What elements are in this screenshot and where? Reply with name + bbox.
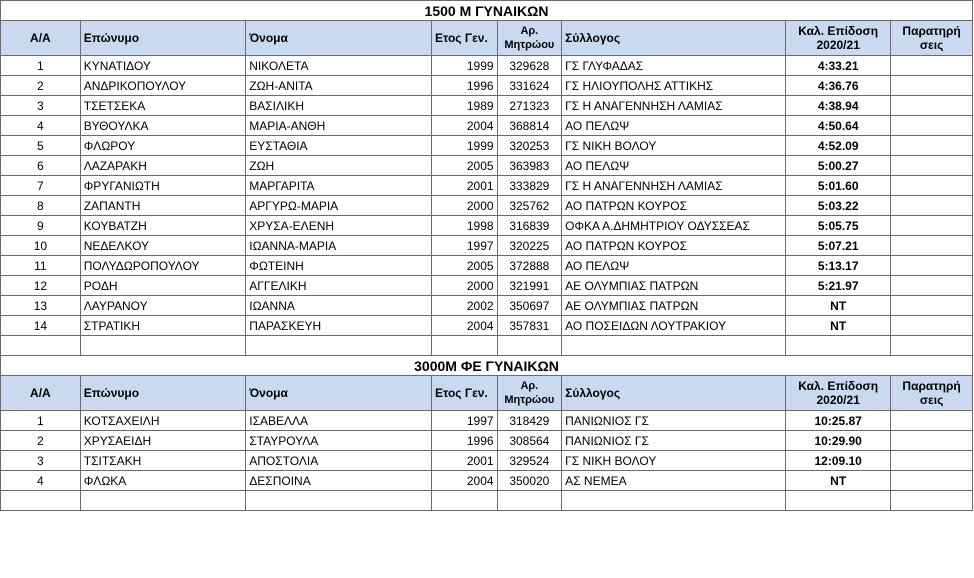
cell-aa: 3: [1, 96, 81, 116]
cell-registry: 372888: [497, 256, 562, 276]
cell-club: ΓΣ Η ΑΝΑΓΕΝΝΗΣΗ ΛΑΜΙΑΣ: [562, 96, 786, 116]
cell-aa: 2: [1, 431, 81, 451]
table-row: [1, 411, 973, 431]
table-row: [1, 236, 973, 256]
cell-registry: 350020: [497, 471, 562, 491]
cell-surname: ΒΥΘΟΥΛΚΑ: [80, 116, 246, 136]
cell-registry: 318429: [497, 411, 562, 431]
header-notes: [891, 376, 973, 411]
cell-birth-year: 1999: [431, 56, 497, 76]
table-row: [1, 196, 973, 216]
cell-birth-year: 2004: [431, 316, 497, 336]
cell-name: ΒΑΣΙΛΙΚΗ: [246, 96, 432, 116]
header-registry: [497, 376, 562, 411]
header-best: [786, 376, 891, 411]
table-row: [1, 296, 973, 316]
cell-best: NT: [786, 296, 891, 316]
cell-birth-year: 1996: [431, 76, 497, 96]
header-name: Όνομα: [246, 376, 432, 411]
cell-name: ΣΤΑΥΡΟΥΛΑ: [246, 431, 432, 451]
cell-name: ΧΡΥΣΑ-ΕΛΕΝΗ: [246, 216, 432, 236]
header-registry-line2: Μητρώου: [504, 394, 555, 406]
cell-birth-year: 1996: [431, 431, 497, 451]
header-name: Όνομα: [246, 21, 432, 56]
header-aa: Α/Α: [1, 21, 81, 56]
cell-surname: ΡΟΔΗ: [80, 276, 246, 296]
header-best-line2: 2020/21: [816, 393, 860, 407]
cell-club: ΓΣ Η ΑΝΑΓΕΝΝΗΣΗ ΛΑΜΙΑΣ: [562, 176, 786, 196]
cell-name: ΑΠΟΣΤΟΛΙΑ: [246, 451, 432, 471]
blank-cell: [431, 336, 497, 356]
cell-surname: ΤΣΙΤΣΑΚΗ: [80, 451, 246, 471]
cell-surname: ΝΕΔΕΛΚΟΥ: [80, 236, 246, 256]
cell-notes: [891, 296, 973, 316]
cell-registry: 331624: [497, 76, 562, 96]
cell-registry: 363983: [497, 156, 562, 176]
header-notes-line2: σεις: [919, 393, 944, 407]
cell-surname: ΚΟΥΒΑΤΖΗ: [80, 216, 246, 236]
cell-notes: [891, 276, 973, 296]
cell-notes: [891, 256, 973, 276]
header-surname: Επώνυμο: [80, 21, 246, 56]
cell-name: ΑΡΓΥΡΩ-ΜΑΡΙΑ: [246, 196, 432, 216]
cell-name: ΙΣΑΒΕΛΛΑ: [246, 411, 432, 431]
blank-cell: [1, 491, 81, 511]
cell-notes: [891, 216, 973, 236]
cell-registry: 368814: [497, 116, 562, 136]
cell-best: 4:38.94: [786, 96, 891, 116]
blank-cell: [246, 336, 432, 356]
cell-registry: 320253: [497, 136, 562, 156]
cell-club: ΑΟ ΠΕΛΩΨ: [562, 256, 786, 276]
cell-birth-year: 1997: [431, 236, 497, 256]
cell-surname: ΤΣΕΤΣΕΚΑ: [80, 96, 246, 116]
cell-aa: 12: [1, 276, 81, 296]
cell-surname: ΖΑΠΑΝΤΗ: [80, 196, 246, 216]
header-aa: Α/Α: [1, 376, 81, 411]
section-title-row: [1, 1, 973, 21]
table-row: [1, 176, 973, 196]
cell-club: ΠΑΝΙΩΝΙΟΣ ΓΣ: [562, 411, 786, 431]
cell-aa: 14: [1, 316, 81, 336]
cell-birth-year: 1999: [431, 136, 497, 156]
table-row: [1, 116, 973, 136]
header-birth-year: Ετος Γεν.: [431, 376, 497, 411]
cell-aa: 13: [1, 296, 81, 316]
cell-club: ΓΣ ΝΙΚΗ ΒΟΛΟΥ: [562, 451, 786, 471]
blank-cell: [562, 491, 786, 511]
table-row: [1, 96, 973, 116]
cell-surname: ΑΝΔΡΙΚΟΠΟΥΛΟΥ: [80, 76, 246, 96]
header-surname: Επώνυμο: [80, 376, 246, 411]
cell-name: ΜΑΡΙΑ-ΑΝΘΗ: [246, 116, 432, 136]
cell-surname: ΚΥΝΑΤΙΔΟΥ: [80, 56, 246, 76]
cell-notes: [891, 156, 973, 176]
table-row: [1, 156, 973, 176]
cell-registry: 357831: [497, 316, 562, 336]
cell-best: NT: [786, 316, 891, 336]
header-notes-line2: σεις: [919, 38, 944, 52]
cell-surname: ΛΑΖΑΡΑΚΗ: [80, 156, 246, 176]
cell-birth-year: 2004: [431, 471, 497, 491]
cell-birth-year: 2000: [431, 196, 497, 216]
cell-surname: ΦΛΩΚΑ: [80, 471, 246, 491]
cell-best: 5:21.97: [786, 276, 891, 296]
cell-registry: 329524: [497, 451, 562, 471]
cell-aa: 2: [1, 76, 81, 96]
table-row: [1, 431, 973, 451]
cell-notes: [891, 316, 973, 336]
cell-surname: ΦΡΥΓΑΝΙΩΤΗ: [80, 176, 246, 196]
cell-club: ΑΟ ΠΟΣΕΙΔΩΝ ΛΟΥΤΡΑΚΙΟΥ: [562, 316, 786, 336]
table-row: [1, 76, 973, 96]
cell-registry: 325762: [497, 196, 562, 216]
blank-row: [1, 491, 973, 511]
blank-cell: [786, 491, 891, 511]
cell-aa: 4: [1, 471, 81, 491]
header-notes-line1: Παρατηρή: [902, 24, 961, 38]
cell-name: ΑΓΓΕΛΙΚΗ: [246, 276, 432, 296]
cell-club: ΠΑΝΙΩΝΙΟΣ ΓΣ: [562, 431, 786, 451]
cell-best: 5:01.60: [786, 176, 891, 196]
cell-registry: 333829: [497, 176, 562, 196]
results-table-body: [1, 1, 973, 511]
cell-best: 4:50.64: [786, 116, 891, 136]
blank-row: [1, 336, 973, 356]
blank-cell: [80, 336, 246, 356]
cell-notes: [891, 236, 973, 256]
table-row: [1, 276, 973, 296]
cell-notes: [891, 471, 973, 491]
cell-surname: ΠΟΛΥΔΩΡΟΠΟΥΛΟΥ: [80, 256, 246, 276]
cell-best: 10:29.90: [786, 431, 891, 451]
cell-club: ΑΕ ΟΛΥΜΠΙΑΣ ΠΑΤΡΩΝ: [562, 296, 786, 316]
cell-aa: 1: [1, 56, 81, 76]
header-registry-line1: Αρ.: [520, 380, 539, 392]
blank-cell: [431, 491, 497, 511]
cell-aa: 1: [1, 411, 81, 431]
blank-cell: [786, 336, 891, 356]
cell-birth-year: 2004: [431, 116, 497, 136]
cell-surname: ΚΟΤΣΑΧΕΙΛΗ: [80, 411, 246, 431]
cell-best: 5:07.21: [786, 236, 891, 256]
cell-name: ΖΩΗ: [246, 156, 432, 176]
cell-best: 5:03.22: [786, 196, 891, 216]
cell-notes: [891, 431, 973, 451]
cell-name: ΖΩΗ-ΑΝΙΤΑ: [246, 76, 432, 96]
cell-surname: ΛΑΥΡΑΝΟΥ: [80, 296, 246, 316]
cell-birth-year: 2005: [431, 156, 497, 176]
cell-aa: 9: [1, 216, 81, 236]
cell-notes: [891, 96, 973, 116]
cell-best: 10:25.87: [786, 411, 891, 431]
header-notes: [891, 21, 973, 56]
section-title-row: [1, 356, 973, 376]
cell-name: ΙΩΑΝΝΑ-ΜΑΡΙΑ: [246, 236, 432, 256]
cell-notes: [891, 136, 973, 156]
cell-aa: 8: [1, 196, 81, 216]
cell-club: ΟΦΚΑ Α.ΔΗΜΗΤΡΙΟΥ ΟΔΥΣΣΕΑΣ: [562, 216, 786, 236]
blank-cell: [1, 336, 81, 356]
section-title: 3000Μ ΦΕ ΓΥΝΑΙΚΩΝ: [1, 356, 973, 376]
cell-name: ΜΑΡΓΑΡΙΤΑ: [246, 176, 432, 196]
cell-club: ΓΣ ΗΛΙΟΥΠΟΛΗΣ ΑΤΤΙΚΗΣ: [562, 76, 786, 96]
cell-surname: ΧΡΥΣΑΕΙΔΗ: [80, 431, 246, 451]
cell-notes: [891, 76, 973, 96]
header-registry-line1: Αρ.: [520, 25, 539, 37]
cell-aa: 7: [1, 176, 81, 196]
blank-cell: [497, 491, 562, 511]
cell-registry: 271323: [497, 96, 562, 116]
cell-notes: [891, 411, 973, 431]
cell-best: 4:52.09: [786, 136, 891, 156]
table-row: [1, 256, 973, 276]
cell-birth-year: 1989: [431, 96, 497, 116]
cell-registry: 329628: [497, 56, 562, 76]
cell-name: ΠΑΡΑΣΚΕΥΗ: [246, 316, 432, 336]
cell-registry: 321991: [497, 276, 562, 296]
cell-name: ΕΥΣΤΑΘΙΑ: [246, 136, 432, 156]
cell-club: ΓΣ ΓΛΥΦΑΔΑΣ: [562, 56, 786, 76]
blank-cell: [246, 491, 432, 511]
cell-notes: [891, 56, 973, 76]
cell-club: ΑΟ ΠΕΛΩΨ: [562, 116, 786, 136]
cell-club: ΑΕ ΟΛΥΜΠΙΑΣ ΠΑΤΡΩΝ: [562, 276, 786, 296]
cell-surname: ΦΛΩΡΟΥ: [80, 136, 246, 156]
table-row: [1, 316, 973, 336]
header-notes-line1: Παρατηρή: [902, 379, 961, 393]
cell-aa: 11: [1, 256, 81, 276]
header-best: [786, 21, 891, 56]
cell-club: ΓΣ ΝΙΚΗ ΒΟΛΟΥ: [562, 136, 786, 156]
cell-birth-year: 2005: [431, 256, 497, 276]
cell-notes: [891, 451, 973, 471]
cell-registry: 308564: [497, 431, 562, 451]
header-club: Σύλλογος: [562, 21, 786, 56]
cell-best: NT: [786, 471, 891, 491]
cell-aa: 4: [1, 116, 81, 136]
cell-birth-year: 2000: [431, 276, 497, 296]
header-best-line1: Καλ. Επίδοση: [798, 379, 879, 393]
cell-club: ΑΣ ΝΕΜΕΑ: [562, 471, 786, 491]
cell-best: 4:36.76: [786, 76, 891, 96]
cell-best: 5:00.27: [786, 156, 891, 176]
table-row: [1, 56, 973, 76]
cell-aa: 5: [1, 136, 81, 156]
cell-registry: 320225: [497, 236, 562, 256]
cell-surname: ΣΤΡΑΤΙΚΗ: [80, 316, 246, 336]
cell-aa: 3: [1, 451, 81, 471]
blank-cell: [497, 336, 562, 356]
cell-notes: [891, 176, 973, 196]
header-birth-year: Ετος Γεν.: [431, 21, 497, 56]
cell-birth-year: 1998: [431, 216, 497, 236]
blank-cell: [80, 491, 246, 511]
cell-birth-year: 2002: [431, 296, 497, 316]
cell-name: ΔΕΣΠΟΙΝΑ: [246, 471, 432, 491]
header-row: [1, 376, 973, 411]
table-row: [1, 216, 973, 236]
table-row: [1, 451, 973, 471]
blank-cell: [891, 491, 973, 511]
cell-birth-year: 1997: [431, 411, 497, 431]
cell-registry: 350697: [497, 296, 562, 316]
cell-birth-year: 2001: [431, 176, 497, 196]
header-best-line2: 2020/21: [816, 38, 860, 52]
cell-best: 12:09.10: [786, 451, 891, 471]
cell-notes: [891, 116, 973, 136]
cell-club: ΑΟ ΠΕΛΩΨ: [562, 156, 786, 176]
table-row: [1, 136, 973, 156]
header-club: Σύλλογος: [562, 376, 786, 411]
cell-aa: 10: [1, 236, 81, 256]
header-registry-line2: Μητρώου: [504, 39, 555, 51]
header-registry: [497, 21, 562, 56]
cell-birth-year: 2001: [431, 451, 497, 471]
cell-aa: 6: [1, 156, 81, 176]
section-title: 1500 Μ ΓΥΝΑΙΚΩΝ: [1, 1, 973, 21]
cell-best: 5:05.75: [786, 216, 891, 236]
header-best-line1: Καλ. Επίδοση: [798, 24, 879, 38]
header-row: [1, 21, 973, 56]
cell-name: ΝΙΚΟΛΕΤΑ: [246, 56, 432, 76]
cell-club: ΑΟ ΠΑΤΡΩΝ ΚΟΥΡΟΣ: [562, 196, 786, 216]
cell-name: ΙΩΑΝΝΑ: [246, 296, 432, 316]
blank-cell: [562, 336, 786, 356]
cell-best: 5:13.17: [786, 256, 891, 276]
cell-name: ΦΩΤΕΙΝΗ: [246, 256, 432, 276]
cell-notes: [891, 196, 973, 216]
cell-registry: 316839: [497, 216, 562, 236]
blank-cell: [891, 336, 973, 356]
cell-club: ΑΟ ΠΑΤΡΩΝ ΚΟΥΡΟΣ: [562, 236, 786, 256]
cell-best: 4:33.21: [786, 56, 891, 76]
table-row: [1, 471, 973, 491]
